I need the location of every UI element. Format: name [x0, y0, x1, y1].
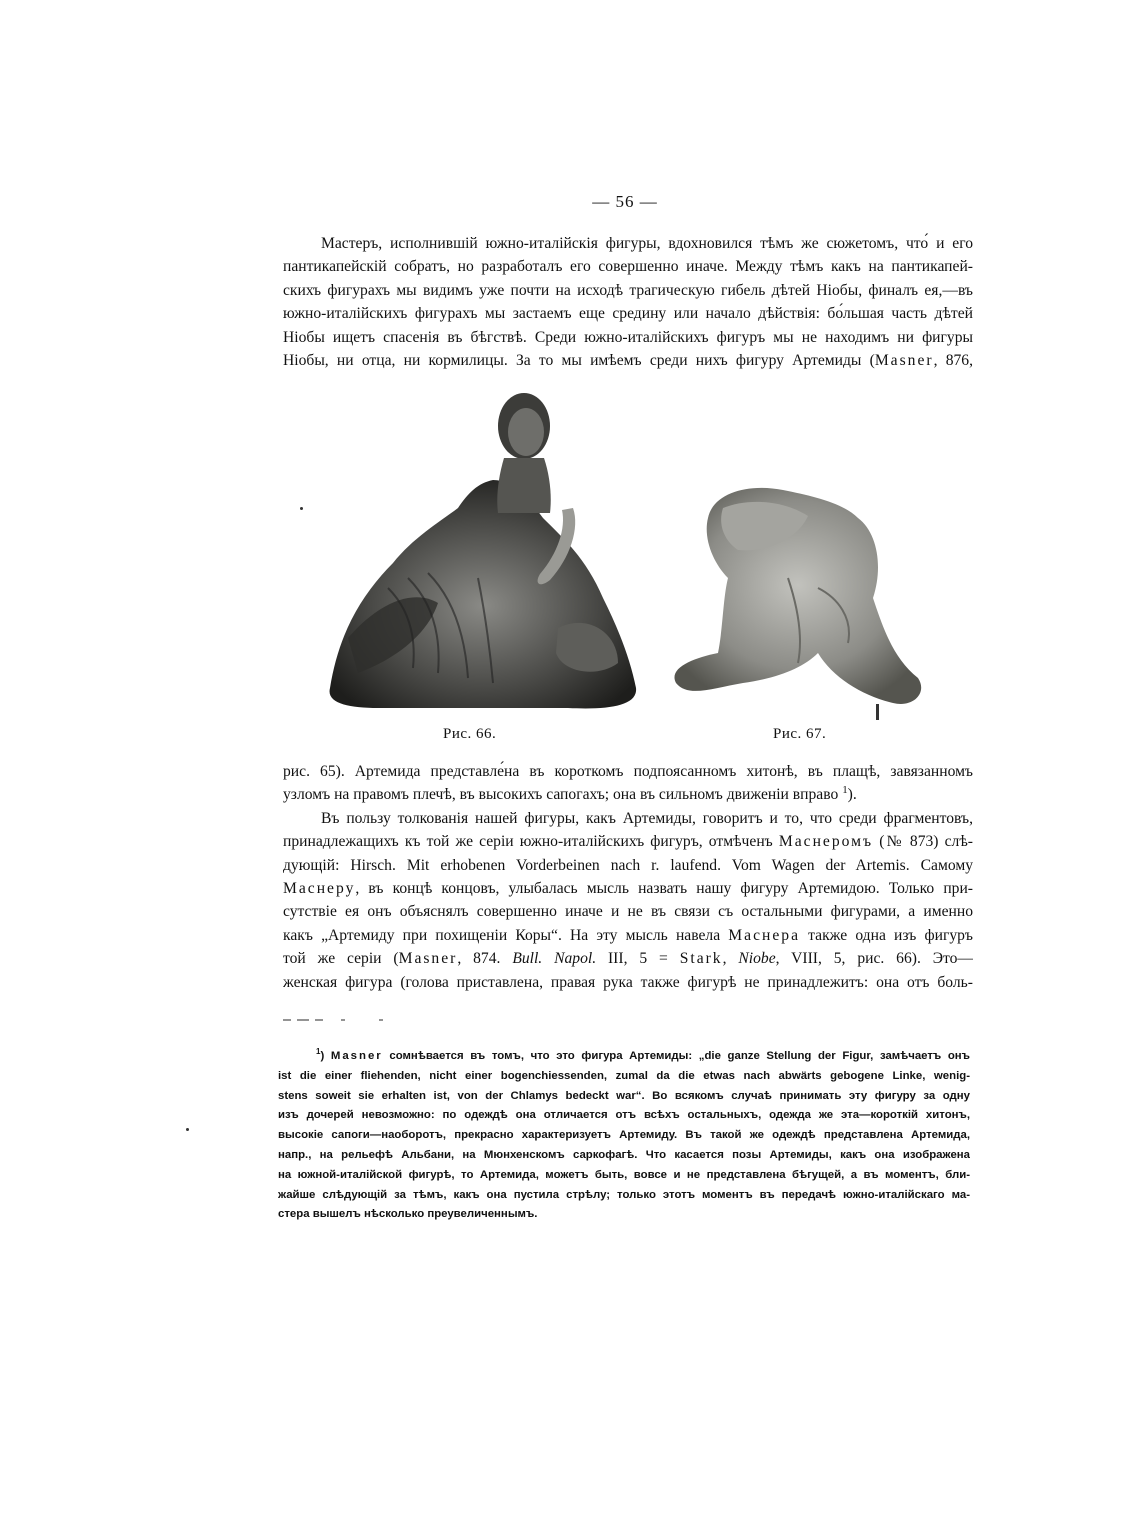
text-fragment: ) — [320, 1050, 331, 1062]
print-smudge — [283, 1018, 393, 1022]
text-line — [283, 349, 973, 372]
page-number: — 56 — — [592, 192, 658, 211]
footnote-ref[interactable]: 1 — [842, 784, 848, 797]
author-name: Маснеру — [283, 879, 356, 897]
text-fragment: какъ „Артемиду при похищеніи Коры“. На эту мысль навела — [283, 926, 729, 944]
footnote-line: стера вышелъ нѣсколько преувеличеннымъ. — [278, 1208, 538, 1221]
text-line: дующій: Hirsch. Mit erhobenen Vorderbeinen nach r. laufend. Vom Wagen der Artemis. Самому — [283, 856, 973, 874]
text-fragment: III, 5 = — [596, 950, 680, 968]
text-fragment: той же серіи ( — [283, 950, 399, 968]
text-fragment: , — [722, 950, 739, 968]
author-name: Masner — [330, 1050, 383, 1062]
text-line: Въ пользу толкованія нашей фигуры, какъ Артемиды, говоритъ и то, что среди фрагментовъ, — [321, 809, 973, 827]
text-line: скихъ фигурахъ мы видимъ уже почти на исходѣ трагическую гибель дѣтей Ніобы, финалъ ея,—въ — [283, 281, 973, 299]
text-fragment: , въ концѣ концовъ, улыбалась мысль назвать нашу фигуру Артемидою. Только при- — [355, 879, 973, 897]
text-fragment: узломъ на правомъ плечѣ, въ высокихъ сапогахъ; она въ сильномъ движеніи вправо — [283, 786, 843, 804]
author-name: Masner — [874, 351, 934, 369]
text-line: женская фигура (голова приставлена, правая рука также фигурѣ не принадлежитъ: она отъ боль- — [283, 973, 973, 991]
text-line — [283, 924, 973, 947]
author-name: Маснеромъ — [778, 833, 874, 851]
figure-67-caption: Рис. 67. — [773, 726, 827, 742]
paragraph-2 — [283, 760, 973, 994]
paragraph-1 — [283, 232, 973, 372]
footnote-line: напр., на рельефѣ Альбани, на Мюнхенскомъ саркофагѣ. Что касается позы Артемиды, какъ она изображена — [278, 1148, 970, 1161]
text-fragment: , 876, — [933, 351, 973, 369]
text-line: Мастеръ, исполнившій южно-италійскія фигуры, вдохновился тѣмъ же сюжетомъ, что́ и его — [321, 235, 973, 252]
text-line: пантикапейскій собратъ, но разработалъ его совершенно иначе. Между тѣмъ какъ на пантикапей- — [283, 258, 973, 276]
text-line — [283, 877, 973, 900]
text-line: рис. 65). Артемида представле́на въ короткомъ подпоясанномъ хитонѣ, въ плащѣ, завязанномъ — [283, 763, 973, 780]
text-line — [283, 830, 973, 853]
text-fragment: принадлежащихъ къ той же серіи южно-италійскихъ фигуръ, отмѣченъ — [283, 833, 779, 851]
text-line: Ніобы ищетъ спасенія въ бѣгствѣ. Среди южно-италійскихъ фигуръ мы не находимъ ни фигуры — [283, 328, 973, 346]
author-name: Stark — [679, 950, 723, 968]
footnote-line — [278, 1047, 970, 1067]
text-fragment: Ніобы, ни отца, ни кормилицы. За то мы имѣемъ среди нихъ фигуру Артемиды ( — [283, 351, 875, 369]
text-line — [283, 947, 973, 970]
text-fragment: , 874. — [457, 950, 513, 968]
scan-speck — [186, 1128, 189, 1131]
footnote-marker: 1 — [316, 1047, 321, 1057]
footnote-line: ist die einer fliehenden, nicht einer bogenchiessenden, zumal da die etwas nach abwärts gebogene Linke, wenig- — [278, 1069, 970, 1082]
figure-66-image — [318, 388, 650, 714]
journal-title: Bull. Napol. — [512, 950, 597, 968]
text-fragment: также одна изъ фигуръ — [800, 926, 973, 944]
text-fragment: ). — [847, 786, 857, 804]
author-name: Маснера — [728, 926, 800, 944]
footnote-line: stens soweit sie erhalten ist, von der Chlamys bedeckt war“. Во всякомъ случаѣ принимать эту фигуру за одну — [278, 1089, 970, 1102]
figure-67-image — [668, 478, 928, 723]
text-line: сутствіе ея онъ объяснялъ совершенно иначе и не въ связи съ остальными фигурами, а именно — [283, 903, 973, 921]
footnote-line: изъ дочерей невозможно: по одеждѣ она отличается отъ всѣхъ остальныхъ, одежда же эта—короткій хитонъ, — [278, 1109, 970, 1122]
work-title: Niobe — [738, 950, 776, 968]
scan-speck — [300, 507, 303, 510]
text-fragment: (№ 873) слѣ- — [873, 833, 973, 851]
text-line: южно-италійскихъ фигурахъ мы застаемъ еще средину или начало дѣйствія: бо́льшая часть дѣтей — [283, 305, 973, 323]
text-line — [283, 783, 973, 806]
figure-66-caption: Рис. 66. — [443, 726, 497, 742]
author-name: Masner — [398, 950, 458, 968]
footnote-line: жайше слѣдующій за тѣмъ, какъ она пустила стрѣлу; только этотъ моментъ въ передачѣ южно-италійскаго ма- — [278, 1188, 970, 1201]
footnote-line: высокіе сапоги—наоборотъ, прекрасно характеризуетъ Артемиду. Въ такой же одеждѣ представлена Артемида, — [278, 1129, 970, 1142]
footnote — [278, 1047, 970, 1225]
text-fragment: сомнѣвается въ томъ, что это фигура Артемиды: „die ganze Stellung der Figur, замѣчаетъ онъ — [382, 1050, 970, 1062]
text-fragment: , VIII, 5, рис. 66). Это— — [775, 950, 973, 968]
footnote-line: на южной-италійской фигурѣ, то Артемида, можетъ быть, вовсе и не представлена бѣгущей, а въ моментъ, бли- — [278, 1168, 970, 1181]
